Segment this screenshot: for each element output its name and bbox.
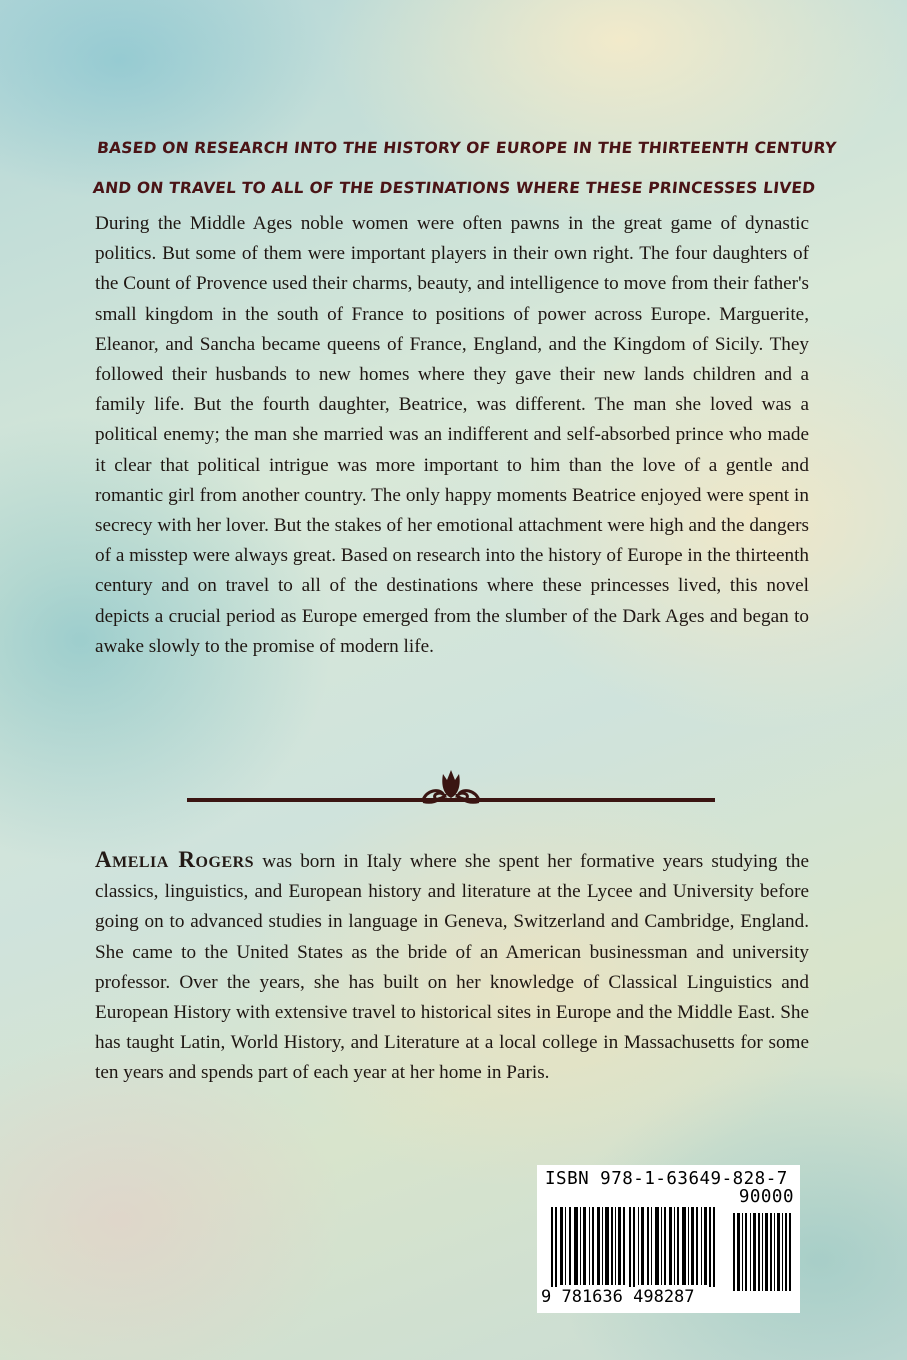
headline-line-2: AND ON TRAVEL TO ALL OF THE DESTINATIONS WHERE THESE PRINCESSES LIVED (91, 179, 817, 197)
synopsis-paragraph: During the Middle Ages noble women were often pawns in the great game of dynastic politics. But some of them were important players in their own right. The four daughters of the Count of Provence used their charms, beauty, and intelligence to move from their father's small kingdom in the south of France to positions of power across Europe. Marguerite, Eleanor, and Sancha became queens of France, England, and the Kingdom of Sicily. They followed their husbands to new homes where they gave their new lands children and a family life. But the fourth daughter, Beatrice, was different. The man she loved was a political enemy; the man she married was an indifferent and self-absorbed prince who made it clear that political intrigue was more important to him than the love of a gentle and romantic girl from another country. The only happy moments Beatrice enjoyed were spent in secrecy with her lover. But the stakes of her emotional attachment were high and the dangers of a misstep were always great. Based on research into the history of Europe in the thirteenth century and on travel to all of the destinations where these princesses lived, this novel depicts a crucial period as Europe emerged from the slumber of the Dark Ages and began to awake slowly to the promise of modern life. (95, 213, 809, 657)
addon-barcode-bars (731, 1207, 793, 1291)
back-cover-headline (91, 128, 838, 208)
ean-number: 9 781636 498287 (541, 1287, 727, 1307)
author-name: Amelia Rogers (95, 847, 255, 872)
isbn-text: ISBN 978-1-63649-828-7 (545, 1169, 788, 1189)
price-code: 90000 (738, 1187, 794, 1207)
author-bio-paragraph (95, 845, 809, 1089)
isbn-barcode (537, 1165, 800, 1313)
ean-barcode-bars (543, 1207, 723, 1291)
headline-line-1: BASED ON RESEARCH INTO THE HISTORY OF EUROPE IN THE THIRTEENTH CENTURY (96, 139, 838, 157)
tulip-divider-icon (187, 764, 715, 814)
author-bio: was born in Italy where she spent her formative years studying the classics, linguistics, and European history and literature at the Lycee and University before going on to advanced studies in language in Geneva, Switzerland and Cambridge, England. She came to the United States as the bride of an American businessman and university professor. Over the years, she has built on her knowledge of Classical Linguistics and European History with extensive travel to historical sites in Europe and the Middle East. She has taught Latin, World History, and Literature at a local college in Massachusetts for some ten years and spends part of each year at her home in Paris. (95, 851, 810, 1084)
